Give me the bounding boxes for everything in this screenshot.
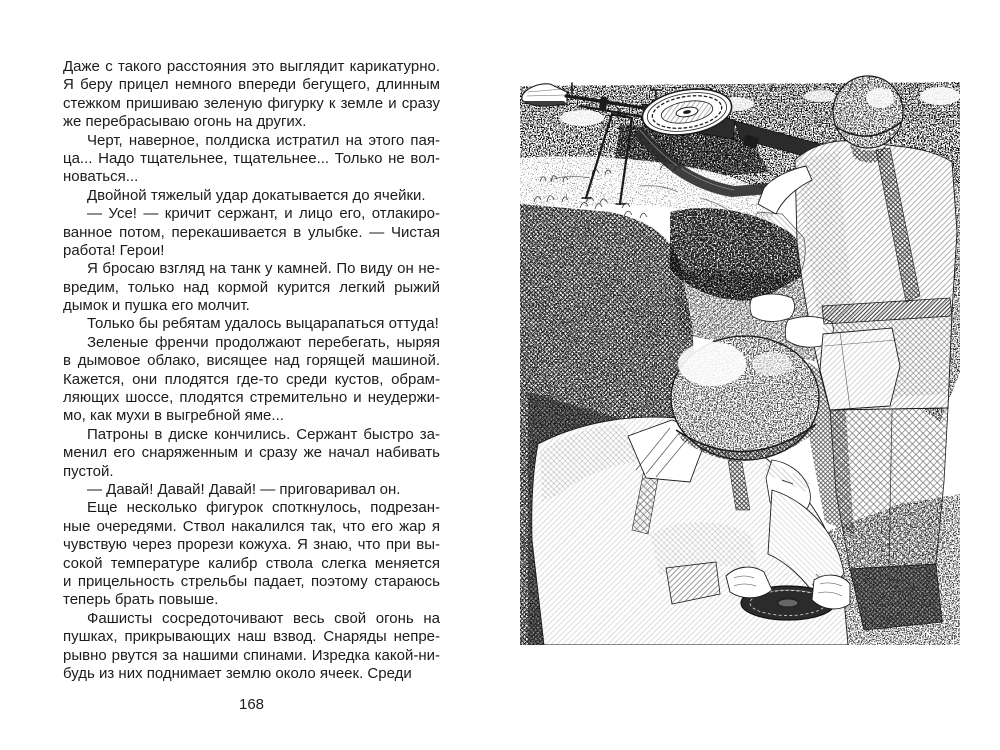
text-line: Зеленые френчи продолжают перебегать, ныряя [87,333,440,351]
text-line: дымок и пушка его молчит. [63,297,250,315]
text-line: новаться... [63,168,139,186]
text-line: Еще несколько фигурок споткнулось, подрезан- [87,499,440,517]
text-line: Я бросаю взгляд на танк у камней. По виду он не- [87,260,440,278]
text-line: Патроны в диске кончились. Сержант быстро за- [87,425,440,443]
text-line: Даже с такого расстояния это выглядит карикатурно. [63,58,440,75]
text-line: пустой. [63,462,114,480]
text-line: пушках, прикрывающих наш взвод. Снаряды непре- [63,628,440,646]
text-line: ванное потом, перекашивается в улыбке. — Чистая [63,223,440,241]
text-line: Черт, наверное, полдиска истратил на этого пая- [87,131,440,149]
text-line: Двойной тяжелый удар докатывается до ячейки. [87,186,426,204]
text-line: теперь брать повыше. [63,591,219,609]
text-line: Я беру прицел немного впереди бегущего, длинным [63,76,440,94]
text-line: мо, как мухи в выгребной яме... [63,407,284,425]
text-line: будь из них поднимает землю около ячеек. Среди [63,664,412,682]
text-line: — Давай! Давай! Давай! — приговаривал он. [87,480,401,498]
text-line: Кажется, они плодятся где-то среди кустов, обрам- [63,370,440,388]
text-line: и прицельность стрельбы падает, поэтому стараюсь [63,572,440,590]
text-line: в дымовое облако, висящее над горящей машиной. [63,352,440,370]
text-line: ляющих шоссе, плодятся стремительно и неудержи- [63,389,440,407]
text-line: рывно рвутся за нашими спинами. Изредка какой-ни- [63,646,440,664]
text-line: работа! Герои! [63,241,165,259]
text-line: — Усе! — кричит сержант, и лицо его, отлакиро- [87,205,440,223]
illustration [520,62,960,645]
page-number: 168 [238,696,265,713]
text-line: менил его снаряженным и сразу же начал набивать [63,444,440,462]
text-line: Фашисты сосредоточивают весь свой огонь на [87,609,440,627]
text-column [63,58,440,683]
text-line: вредим, только над кормой курится легкий рыжий [63,278,440,296]
text-line: же перебрасываю огонь на других. [63,113,307,131]
text-line: ца... Надо тщательнее, тщательнее... Только не вол- [63,149,440,167]
text-line: ные очередями. Ствол накалился так, что его жар я [63,517,440,535]
text-line: сокой температуре калибр ствола слегка меняется [63,554,440,572]
text-line: Только бы ребятам удалось выцарапаться оттуда! [87,315,439,333]
text-line: чувствую через прорези кожуха. Я знаю, что при вы- [63,536,440,554]
text-line: стежком пришиваю зеленую фигурку к земле и сразу [63,94,440,112]
